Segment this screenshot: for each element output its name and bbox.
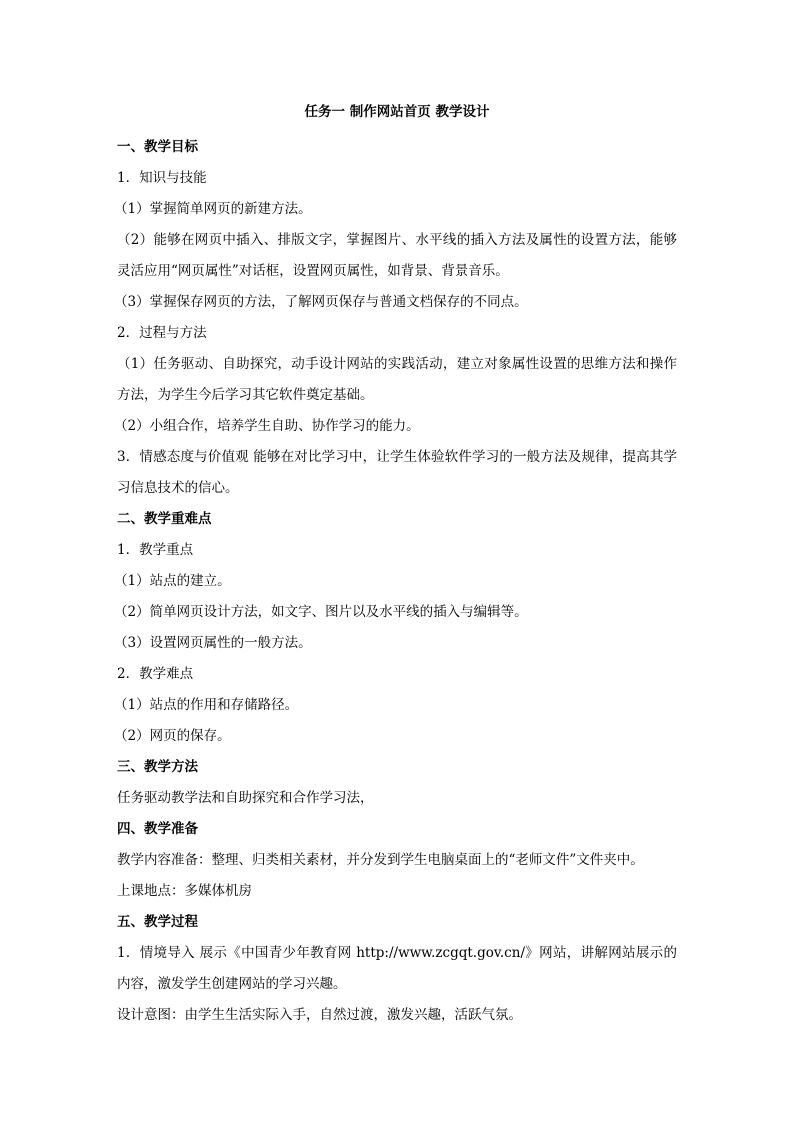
list-item: （3）设置网页属性的一般方法。 <box>114 635 312 651</box>
paragraph: 上课地点：多媒体机房 <box>117 883 252 899</box>
subheading-key-points: 1．教学重点 <box>117 542 194 558</box>
subheading-difficult-points: 2．教学难点 <box>117 666 194 682</box>
list-item: （2）能够在网页中插入、排版文字，掌握图片、水平线的插入方法及属性的设置方法，能够灵活应用“网页属性”对话框，设置网页属性，如背景、背景音乐。 <box>117 232 677 279</box>
section-heading-methods: 三、教学方法 <box>117 759 198 775</box>
section-heading-objectives: 一、教学目标 <box>117 139 198 155</box>
list-item: （1）任务驱动、自助探究，动手设计网站的实践活动，建立对象属性设置的思维方法和操作方法，为学生今后学习其它软件奠定基础。 <box>117 356 677 403</box>
list-item: （2）网页的保存。 <box>114 728 231 744</box>
list-item: （1）站点的作用和存储路径。 <box>114 697 299 713</box>
subheading-knowledge-skills: 1．知识与技能 <box>117 170 207 186</box>
document-title: 任务一 制作网站首页 教学设计 <box>304 104 490 120</box>
section-heading-preparation: 四、教学准备 <box>117 821 198 837</box>
document-page <box>114 100 677 1031</box>
subheading-process-method: 2．过程与方法 <box>117 325 207 341</box>
paragraph: 任务驱动教学法和自助探究和合作学习法， <box>117 790 374 806</box>
paragraph: 1．情境导入 展示《中国青少年教育网 http://www.zcgqt.gov.cn/》网站，讲解网站展示的内容，激发学生创建网站的学习兴趣。 <box>117 945 677 992</box>
section-heading-process: 五、教学过程 <box>117 914 198 930</box>
subheading-emotion-values: 3．情感态度与价值观 能够在对比学习中，让学生体验软件学习的一般方法及规律，提高其学习信息技术的信心。 <box>117 449 677 496</box>
list-item: （3）掌握保存网页的方法，了解网页保存与普通文档保存的不同点。 <box>114 294 528 310</box>
paragraph: 教学内容准备：整理、归类相关素材，并分发到学生电脑桌面上的“老师文件”文件夹中。 <box>117 852 644 868</box>
list-item: （1）掌握简单网页的新建方法。 <box>114 201 312 217</box>
list-item: （2）简单网页设计方法，如文字、图片以及水平线的插入与编辑等。 <box>114 604 528 620</box>
list-item: （2）小组合作，培养学生自助、协作学习的能力。 <box>114 418 420 434</box>
paragraph: 设计意图：由学生生活实际入手，自然过渡，激发兴趣，活跃气氛。 <box>117 1007 522 1023</box>
section-heading-key-difficult: 二、教学重难点 <box>117 511 212 527</box>
list-item: （1）站点的建立。 <box>114 573 231 589</box>
